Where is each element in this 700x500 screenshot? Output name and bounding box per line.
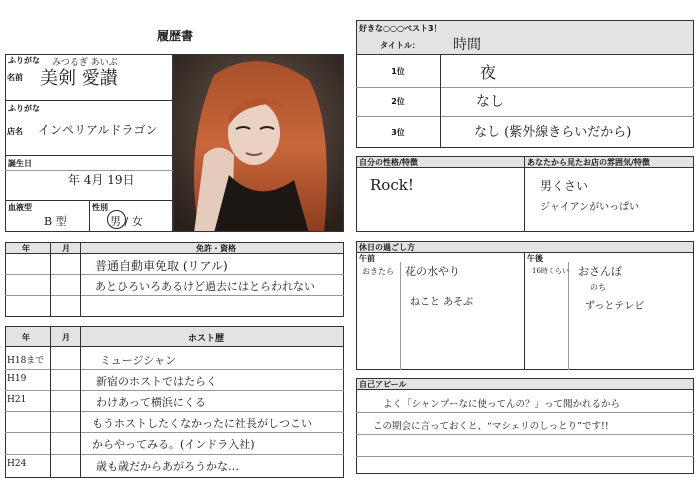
history-col-year: 年 <box>22 333 30 342</box>
best3-header: 好きな○○○ベスト3！ <box>359 24 442 33</box>
gender-circle-mark <box>107 210 126 229</box>
appeal-line: よく「シャンプーなに使ってんの？」って聞かれるから <box>383 399 621 410</box>
profile-photo <box>173 54 344 232</box>
furigana-label: ふりがな <box>8 56 40 65</box>
history-col-title: ホスト歴 <box>188 334 225 344</box>
history-row: 新宿のホストではたらく <box>96 375 217 388</box>
license-row: 普通自動車免取 (リアル) <box>95 259 228 273</box>
holiday-pm-activity: おさんぽ <box>578 265 622 278</box>
history-row: わけあって横浜にくる <box>96 396 206 409</box>
holiday-header: 休日の過ごし方 <box>359 243 415 252</box>
name-label: 名前 <box>7 73 23 82</box>
birthday-label: 誕生日 <box>8 159 32 168</box>
name-value: 美剣 愛讃 <box>40 68 118 89</box>
history-row: 歳も歳だからあがろうかな… <box>96 460 239 473</box>
history-row: からやってみる。(インドラ入社) <box>92 438 255 451</box>
blood-type-value: B 型 <box>44 215 67 228</box>
store-atmosphere-line: 男くさい <box>540 179 589 193</box>
history-col-month: 月 <box>62 333 70 342</box>
license-row: あとひろいろあるけど過去にはとらわれない <box>95 280 315 293</box>
history-year: H21 <box>7 395 27 405</box>
personality-right-header: あなたから見たお店の雰囲気/特徴 <box>527 158 650 167</box>
holiday-am-activity: 花の水やり <box>405 265 460 278</box>
furigana2-label: ふりがな <box>8 104 40 113</box>
best3-value: なし <box>476 94 504 110</box>
personality-left-header: 自分の性格/特徴 <box>359 158 418 167</box>
best3-rank: 2位 <box>391 97 405 106</box>
history-year: H24 <box>7 459 27 469</box>
holiday-pm-activity: のち <box>590 283 606 292</box>
birthday-value: 年 4月 19日 <box>68 173 135 187</box>
license-col-title: 免許・資格 <box>196 244 236 253</box>
holiday-pm-time: 16時くらい <box>532 267 569 275</box>
store-atmosphere-line: ジャイアンがいっぱい <box>540 202 640 213</box>
holiday-am-label: 午前 <box>359 254 375 263</box>
best3-title-label: タイトル： <box>380 41 420 50</box>
store-label: 店名 <box>7 127 23 136</box>
license-col-year: 年 <box>22 244 30 253</box>
license-col-month: 月 <box>62 244 70 253</box>
store-value: インペリアルドラゴン <box>38 123 158 137</box>
best3-title-value: 時間 <box>453 37 481 53</box>
blood-type-label: 血液型 <box>8 203 32 212</box>
personality-value: Rock! <box>370 176 414 194</box>
best3-rank: 3位 <box>391 128 405 137</box>
holiday-pm-label: 午後 <box>527 254 543 263</box>
best3-rank: 1位 <box>391 67 405 76</box>
holiday-am-activity: ねこと あそぶ <box>410 297 474 308</box>
history-row: ミュージシャン <box>100 354 177 367</box>
best3-value: 夜 <box>480 63 497 82</box>
history-row: もうホストしたくなかったに社長がしつこい <box>92 417 312 430</box>
gender-label: 性別 <box>92 203 108 212</box>
best3-value: なし (紫外線きらいだから) <box>474 125 632 140</box>
appeal-line: この期会に言っておくと、“マシェリのしっとり”です!! <box>373 421 609 432</box>
furigana-value: みつるぎ あいぶ <box>52 58 118 68</box>
appeal-header: 自己アピール <box>359 380 407 389</box>
history-year: H19 <box>7 374 27 384</box>
page-title: 履歴書 <box>156 29 193 43</box>
holiday-pm-activity: ずっとテレビ <box>585 301 645 312</box>
history-year: H18まで <box>7 356 45 366</box>
holiday-am-time: おきたら <box>362 267 394 276</box>
gender-value: 男 / 女 <box>110 215 143 228</box>
